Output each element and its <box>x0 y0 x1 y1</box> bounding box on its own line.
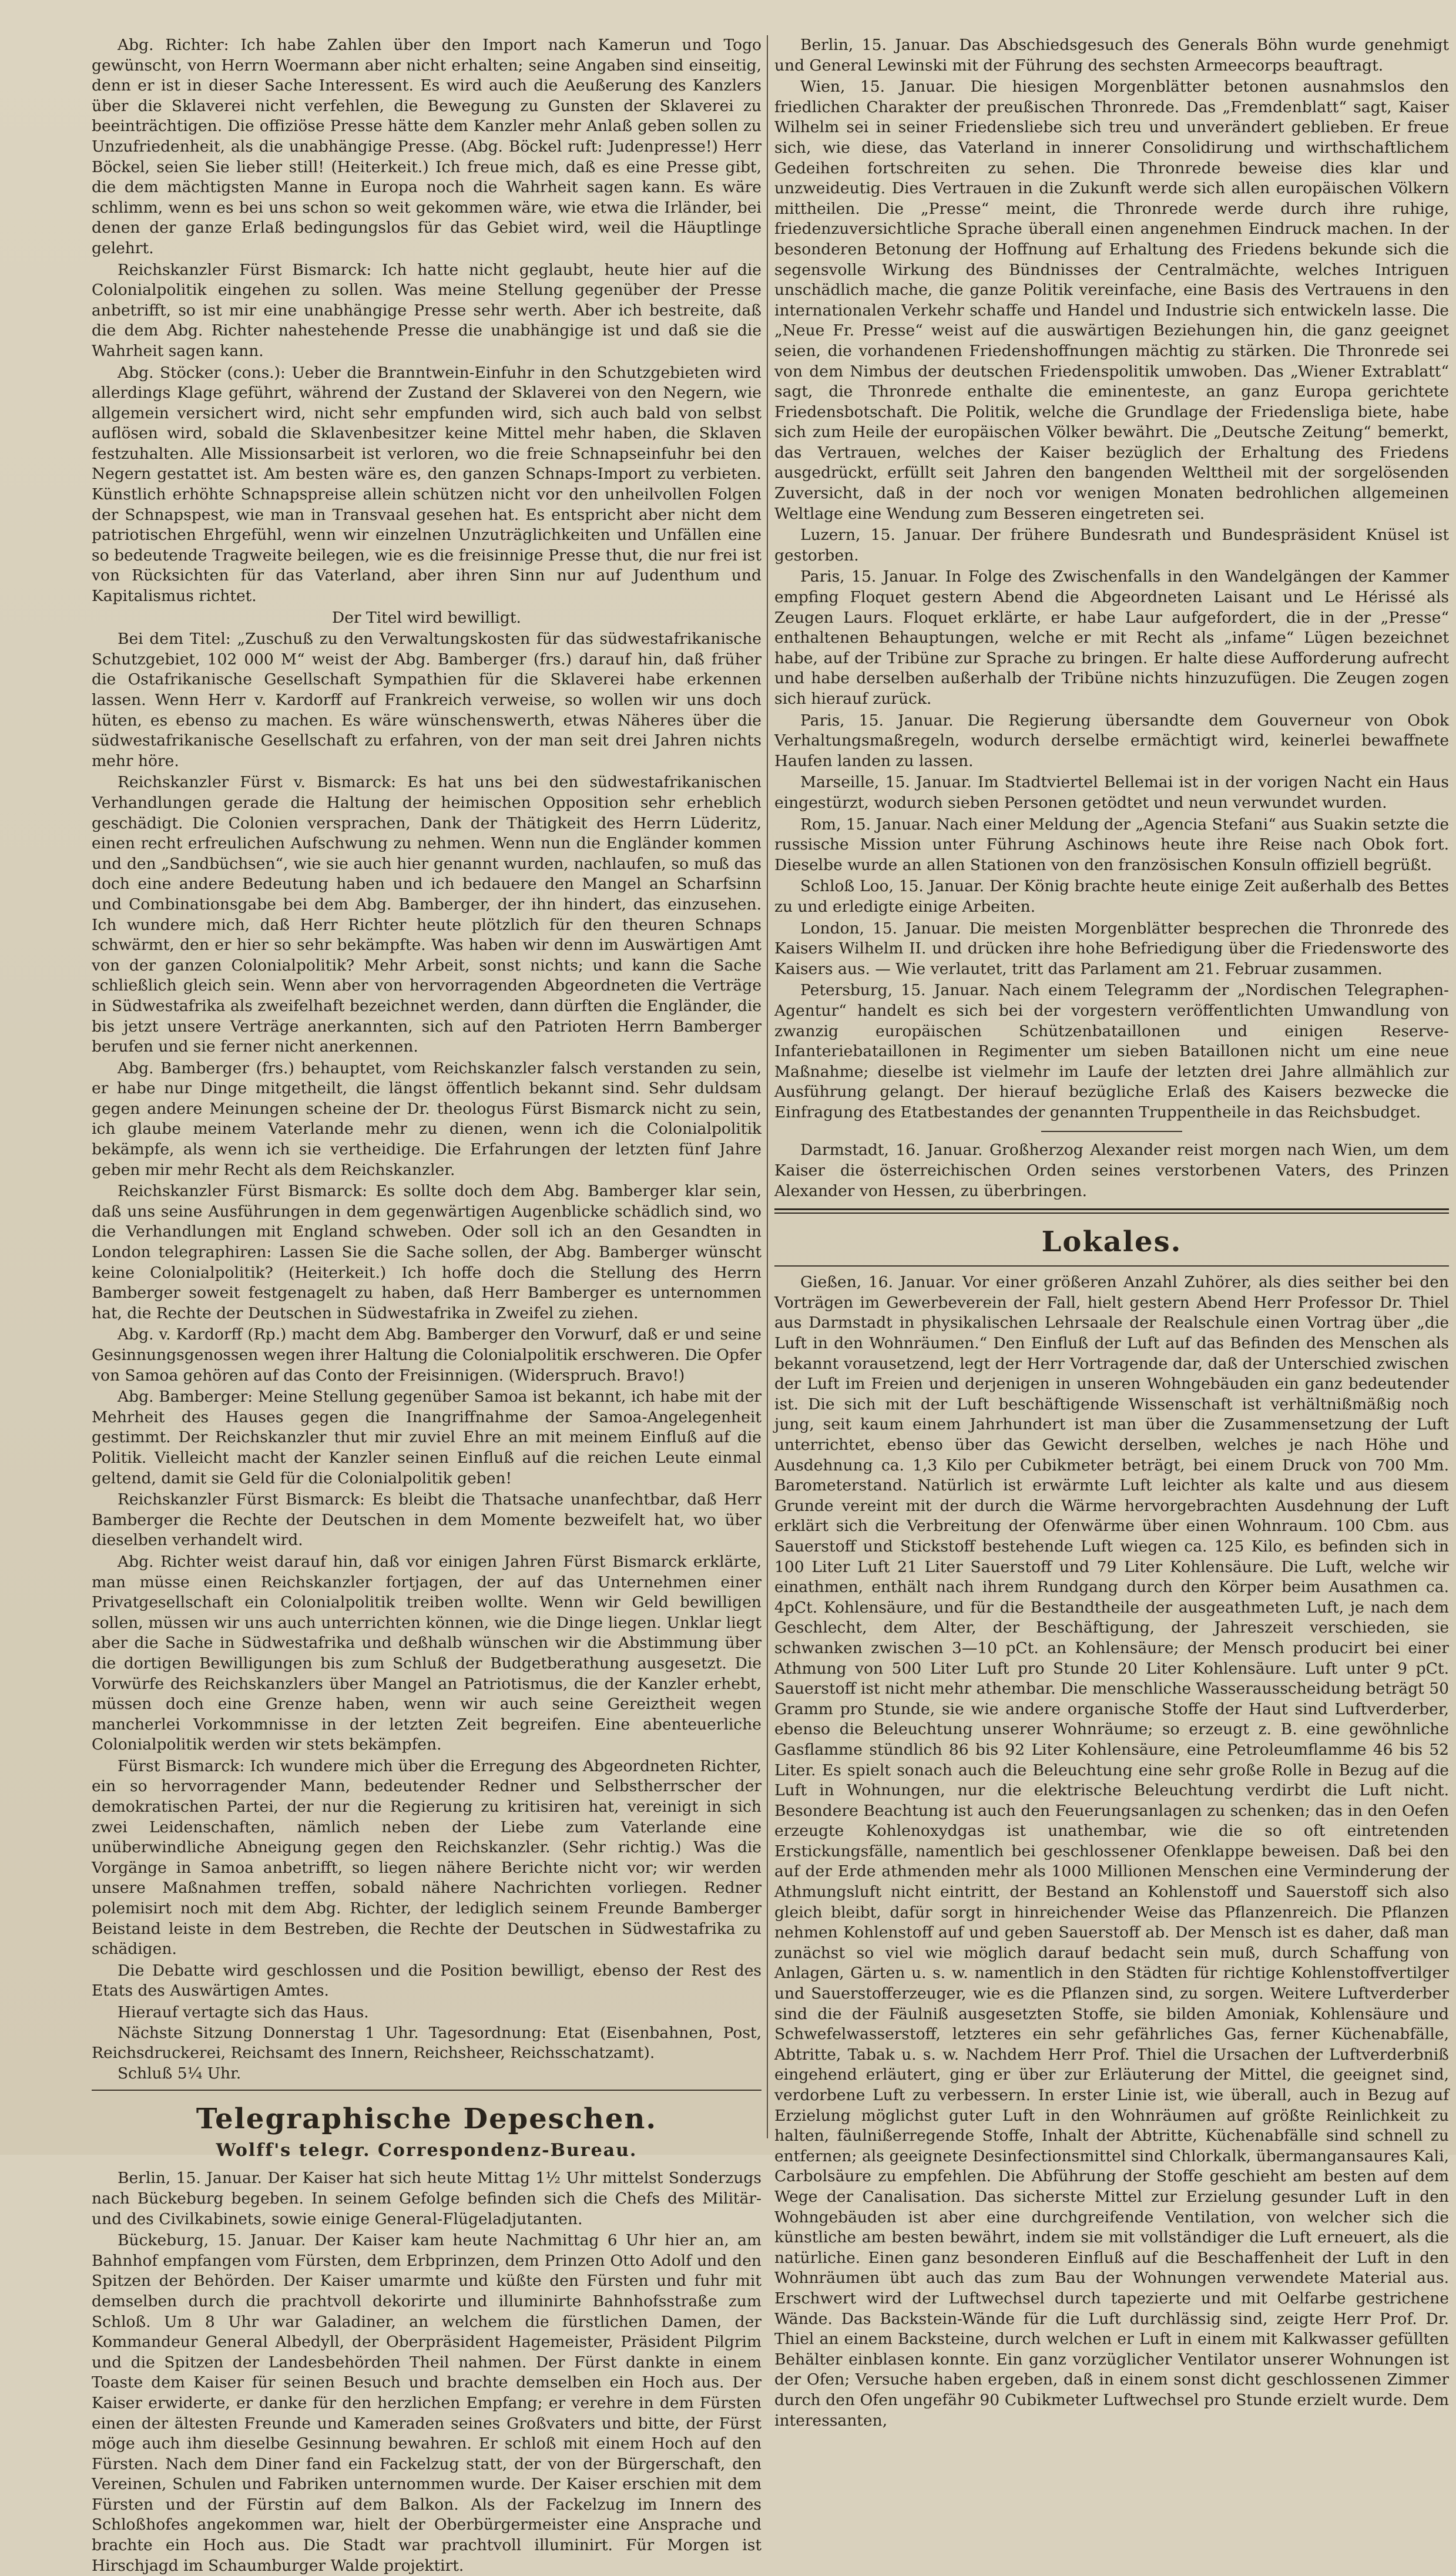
telegraph-item: Bückeburg, 15. Januar. Der Kaiser kam heute Nachmittag 6 Uhr hier an, am Bahnhof empfangen vom Fürsten, dem Erbprinzen, dem Prinzen Otto Adolf und den Spitzen der Behörden. Der Kaiser umarmte und küßte den Fürsten und fuhr mit demselben durch die prachtvoll dekorirte und illuminirte Bahnhofsstraße zum Schloß. Um 8 Uhr war Galadiner, an welchem die fürstlichen Damen, der Kommandeur General Albedyll, der Oberpräsident Hagemeister, Präsident Pilgrim und die Spitzen der Landesbehörden Theil nahmen. Der Fürst dankte in einem Toaste dem Kaiser für seinen Besuch und brachte demselben ein Hoch aus. Der Kaiser erwiderte, er danke für den herzlichen Empfang; er verehre in dem Fürsten einen der ältesten Freunde und Kameraden seines Großvaters und bitte, der Fürst möge auch ihm dieselbe Gesinnung bewahren. Er schloß mit einem Hoch auf den Fürsten. Nach dem Diner fand ein Fackelzug statt, der von der Bürgerschaft, den Vereinen, Schulen und Fabriken unternommen wurde. Der Kaiser erschien mit dem Fürsten und der Fürstin auf dem Balkon. Als der Fackelzug im Innern des Schloßhofes angekommen war, hielt der Oberbürgermeister eine Ansprache und brachte ein Hoch aus. Die Stadt war prachtvoll illuminirt. Für Morgen ist Hirschjagd im Schaumburger Walde projektirt. <box>92 2231 761 2575</box>
section-divider <box>774 1265 1449 1267</box>
telegraph-item: Darmstadt, 16. Januar. Großherzog Alexander reist morgen nach Wien, um dem Kaiser die österreichischen Orden seines verstorbenen Vaters, des Prinzen Alexander von Hessen, zu überbringen. <box>774 1141 1449 1200</box>
article-paragraph: Schluß 5¼ Uhr. <box>118 2064 241 2083</box>
lokales-paragraph: Gießen, 16. Januar. Vor einer größeren Anzahl Zuhörer, als dies seither bei den Vorträgen im Gewerbeverein der Fall, hielt gestern Abend Herr Professor Dr. Thiel aus Darmstadt in physikalischen Lehrsaale der Realschule einen Vortrag über „die Luft in den Wohnräumen.“ Den Einfluß der Luft auf das Befinden des Menschen als bekannt vorausetzend, legt der Herr Vortragende dar, daß der Unterschied zwischen der Luft im Freien und derjenigen in unseren Wohngebäuden ein ganz bedeutender ist. Die sich mit der Luft beschäftigende Wissenschaft ist verhältnißmäßig noch jung, seit kaum einem Jahrhundert ist man über die Zusammensetzung der Luft unterrichtet, ebenso über das Gewicht derselben, welches je nach Höhe und Ausdehnung ca. 1,3 Kilo per Cubikmeter beträgt, bei einem Druck von 700 Mm. Barometerstand. Natürlich ist erwärmte Luft leichter als kalte und aus diesem Grunde vereint mit der durch die Wärme hervorgebrachten Ausdehnung der Luft erklärt sich die Verbreitung der Ofenwärme über einen Wohnraum. 100 Cbm. aus Sauerstoff und Stickstoff bestehende Luft wiegen ca. 125 Kilo, es befinden sich in 100 Liter Luft 21 Liter Sauerstoff und 79 Liter Kohlensäure. Die Luft, welche wir einathmen, enthält nach ihrem Rundgang durch den Körper beim Ausathmen ca. 4pCt. Kohlensäure, und für die Bestandtheile der ausgeathmeten Luft, je nach dem Geschlecht, dem Alter, der Beschäftigung, der Jahreszeit verschieden, sie schwanken zwischen 3—10 pCt. an Kohlensäure; der Mensch producirt bei einer Athmung von 500 Liter Luft pro Stunde 20 Liter Kohlensäure. Luft unter 9 pCt. Sauerstoff ist nicht mehr athembar. Die menschliche Wasserausscheidung beträgt 50 Gramm pro Stunde, sie wie andere organische Stoffe der Haut sind Luftverderber, ebenso die Beleuchtung unserer Wohnräume; so erzeugt z. B. eine gewöhnliche Gasflamme stündlich 86 bis 92 Liter Kohlensäure, eine Petroleumflamme 46 bis 52 Liter. Es spielt sonach auch die Beleuchtung eine sehr große Rolle in Bezug auf die Luft in Wohnungen, nur die elektrische Beleuchtung verdirbt die Luft nicht. Besondere Beachtung ist auch den Feuerungsanlagen zu schenken; das in den Oefen erzeugte Kohlenoxydgas ist unathembar, wie die so oft eintretenden Erstickungsfälle, namentlich bei geschlossener Ofenklappe beweisen. Daß bei den auf der Erde athmenden mehr als 1000 Millionen Menschen eine Verminderung der Athmungsluft nicht eintritt, der Bestand an Kohlenstoff und Sauerstoff sich also gleich bleibt, dafür sorgt in hinreichender Weise das Pflanzenreich. Die Pflanzen nehmen Kohlenstoff auf und geben Sauerstoff ab. Der Mensch ist es daher, daß man zunächst so viel wie möglich darauf bedacht sein muß, durch Schaffung von Anlagen, Gärten u. s. w. namentlich in den Städten für richtige Kohlenstoffvertilger und Sauerstofferzeuger, wie es die Pflanzen sind, zu sorgen. Weitere Luftverderber sind die der Fäulniß ausgesetzten Stoffe, sie bilden Amoniak, Kohlensäure und Schwefelwasserstoff, letzteres ein sehr gefährliches Gas, ferner Küchenabfälle, Abtritte, Tabak u. s. w. Nachdem Herr Prof. Thiel die Ursachen der Luftverderbniß eingehend erläutert, ging er über zur Erläuterung der Mittel, die geeignet sind, verdorbene Luft zu verbessern. In erster Linie ist, wie überall, auch in Bezug auf Erzielung möglichst guter Luft in den Wohnräumen auf größte Reinlichkeit zu halten, fäulnißerregende Stoffe, Inhalt der Abtritte, Küchenabfälle sind schnell zu entfernen; als geeignete Desinfectionsmittel sind Chlorkalk, übermangansaures Kali, Carbolsäure zu empfehlen. Die Abführung der Stoffe geschieht am besten auf dem Wege der Canalisation. Das sicherste Mittel zur Erzielung gesunder Luft in den Wohngebäuden ist aber eine durchgreifende Ventilation, von welcher sich die künstliche am besten bewährt, indem sie mit vollständiger die Luft erneuert, als die natürliche. Einen ganz besonderen Einfluß auf die Beschaffenheit der Luft in den Wohnräumen übt auch das zum Bau der Wohnungen verwendete Material aus. Erschwert wird der Luftwechsel durch tapezierte und mit Oelfarbe gestrichene Wände. Das Backstein-Wände für die Luft durchlässig sind, zeigte Herr Prof. Dr. Thiel an einem Backsteine, durch welchen er Luft in einem mit Kalkwasser gefüllten Behälter einblasen konnte. Ein ganz vorzüglicher Ventilator unserer Wohnungen ist der Ofen; Versuche haben ergeben, daß in einem sonst dicht geschlossenen Zimmer durch den Ofen ungefähr 90 Cubikmeter Luftwechsel pro Stunde erzielt wurde. Dem interessanten, <box>774 1273 1449 2430</box>
telegraph-item: Paris, 15. Januar. In Folge des Zwischenfalls in den Wandelgängen der Kammer empfing Floquet gestern Abend die Abgeordneten Laisant und Le Hérissé als Zeugen Laurs. Floquet erklärte, er habe Laur aufgefordert, die in der „Presse“ enthaltenen Behauptungen, welche er mit Recht als „infame“ Lügen bezeichnet habe, auf der Tribüne zur Sprache zu bringen. Er halte diese Aufforderung aufrecht und habe derselben außerhalb der Tribüne nichts hinzuzufügen. Die Zeugen zogen sich hierauf zurück. <box>774 567 1449 708</box>
article-paragraph: Reichskanzler Fürst Bismarck: Es sollte doch dem Abg. Bamberger klar sein, daß uns seine Ausführungen in dem gegenwärtigen Augenblicke schädlich sind, wo die Verhandlungen mit England schweben. Oder soll ich an den Gesandten in London telegraphiren: Lassen Sie die Sache sollen, der Abg. Bamberger wünscht keine Colonialpolitik? (Heiterkeit.) Ich hoffe doch die Stellung des Herrn Bamberger soweit festgenagelt zu haben, daß Herr Bamberger es unternommen hat, die Rechte der Deutschen in Südwestafrika in Zweifel zu ziehen. <box>92 1182 761 1322</box>
telegraph-subheading: Wolff's telegr. Correspondenz-Bureau. <box>216 2140 638 2161</box>
telegraph-item: Schloß Loo, 15. Januar. Der König brachte heute einige Zeit außerhalb des Bettes zu und erledigte einige Arbeiten. <box>774 877 1449 916</box>
telegraph-item: Berlin, 15. Januar. Das Abschiedsgesuch des Generals Böhn wurde genehmigt und General Lewinski mit der Führung des sechsten Armeecorps beauftragt. <box>774 36 1449 75</box>
item-divider <box>1041 1131 1182 1132</box>
section-divider <box>92 2090 761 2091</box>
telegraph-item: Marseille, 15. Januar. Im Stadtviertel Bellemai ist in der vorigen Nacht ein Haus eingestürzt, wodurch sieben Personen getödtet und neun verwundet wurden. <box>774 773 1449 812</box>
article-paragraph: Abg. Richter: Ich habe Zahlen über den Import nach Kamerun und Togo gewünscht, von Herrn Woermann aber nicht erhalten; seine Angaben sind einseitig, denn er ist in dieser Sache Interessent. Es wird auch die Aeußerung des Kanzlers über die Sklaverei nicht verfehlen, die Bewegung zu Gunsten der Sklaverei zu beeinträchtigen. Die offiziöse Presse hätte dem Kanzler mehr Anlaß geben sollen zu Unzufriedenheit, als die unabhängige Presse. (Abg. Böckel ruft: Judenpresse!) Herr Böckel, seien Sie lieber still! (Heiterkeit.) Ich freue mich, daß es eine Presse gibt, die dem mächtigsten Manne in Europa noch die Wahrheit sagen kann. Es wäre schlimm, wenn es bei uns schon so weit gekommen wäre, wie etwa die Irländer, bei denen der ganze Erlaß bedingungslos für das Gebiet wird, weil die Häuptlinge gelehrt. <box>92 36 761 257</box>
article-paragraph: Abg. Richter weist darauf hin, daß vor einigen Jahren Fürst Bismarck erklärte, man müsse einen Reichskanzler fortjagen, der auf das Unternehmen einer Privatgesellschaft ein Colonialpolitik treiben wollte. Wenn wir Geld bewilligen sollen, müssen wir uns auch unterrichten können, wie die Dinge liegen. Unklar liegt aber die Sache in Südwestafrika und deßhalb wünschen wir die Abstimmung über die dortigen Bewilligungen bis zum Schluß der Budgetberathung ausgesetzt. Die Vorwürfe des Reichskanzlers über Mangel an Patriotismus, die der Kanzler erhebt, müssen doch eine Grenze haben, wenn wir auch seine Gereiztheit wegen mancherlei Vorkommnisse in der letzten Zeit begreifen. Eine abenteuerliche Colonialpolitik werden wir stets bekämpfen. <box>92 1552 761 1754</box>
article-paragraph: Reichskanzler Fürst Bismarck: Es bleibt die Thatsache unanfechtbar, daß Herr Bamberger die Rechte der Deutschen in dem Momente bezweifelt hat, wo über dieselben verhandelt wird. <box>92 1490 761 1550</box>
article-paragraph: Fürst Bismarck: Ich wundere mich über die Erregung des Abgeordneten Richter, ein so hervorragender Mann, bedeutender Redner und Selbstherrscher der demokratischen Partei, der nur die Regierung zu kritisiren hat, vereinigt in sich zwei Leidenschaften, nämlich neben der Liebe zum Vaterlande eine unüberwindliche Abneigung gegen den Reichskanzler. (Sehr richtig.) Was die Vorgänge in Samoa anbetrifft, so liegen nähere Berichte nicht vor; wir werden unsere Maßnahmen treffen, sobald nähere Nachrichten vorliegen. Redner polemisirt noch mit dem Abg. Richter, der lediglich seinem Freunde Bamberger Beistand leiste in dem Bestreben, die Rechte der Deutschen in Südwestafrika zu schädigen. <box>92 1756 761 1959</box>
telegraph-item: Berlin, 15. Januar. Der Kaiser hat sich heute Mittag 1½ Uhr mittelst Sonderzugs nach Bückeburg begeben. In seinem Gefolge befinden sich die Chefs des Militär- und des Civilkabinets, sowie einige General-Flügeladjutanten. <box>92 2169 761 2228</box>
article-paragraph: Abg. Bamberger (frs.) behauptet, vom Reichskanzler falsch verstanden zu sein, er habe nur Dinge mitgetheilt, die längst öffentlich bekannt sind. Sehr duldsam gegen andere Meinungen scheine der Dr. theologus Fürst Bismarck nicht zu sein, ich glaube meinem Vaterlande mehr zu dienen, wenn ich die Colonialpolitik bekämpfe, als wenn ich sie vertheidige. Die Erfahrungen der letzten fünf Jahre geben mir mehr Recht als dem Reichskanzler. <box>92 1059 761 1179</box>
article-paragraph: Der Titel wird bewilligt. <box>332 608 521 627</box>
article-paragraph: Hierauf vertagte sich das Haus. <box>118 2003 369 2021</box>
telegraph-heading: Telegraphische Depeschen. <box>196 2103 657 2136</box>
telegraph-item: Petersburg, 15. Januar. Nach einem Telegramm der „Nordischen Telegraphen-Agentur“ handelt es sich bei der vorgestern veröffentlichten Umwandlung von zwanzig europäischen Schützenbataillonen und einigen Reserve-Infanteriebataillonen in Regimenter um sieben Bataillonen nicht um eine neue Maßnahme; dieselbe ist vielmehr im Laufe der letzten drei Jahre allmählich zur Ausführung gelangt. Der hierauf bezügliche Erlaß des Kaisers bezwecke die Einfragung des Etatbestandes der genannten Truppentheile in das Reichsbudget. <box>774 981 1449 1121</box>
article-paragraph: Reichskanzler Fürst Bismarck: Ich hatte nicht geglaubt, heute hier auf die Colonialpolitik eingehen zu sollen. Was meine Stellung gegenüber der Presse anbetrifft, so ist mir eine unabhängige Presse sehr werth. Aber ich bestreite, daß die dem Abg. Richter nahestehende Presse die unabhängige ist und daß sie die Wahrheit sagen kann. <box>92 260 761 360</box>
article-paragraph: Abg. v. Kardorff (Rp.) macht dem Abg. Bamberger den Vorwurf, daß er und seine Gesinnungsgenossen wegen ihrer Haltung die Colonialpolitik erschweren. Die Opfer von Samoa gehören auf das Conto der Freisinnigen. (Widerspruch. Bravo!) <box>92 1325 761 1385</box>
article-paragraph: Abg. Bamberger: Meine Stellung gegenüber Samoa ist bekannt, ich habe mit der Mehrheit des Hauses gegen die Inangriffnahme der Samoa-Angelegenheit gestimmt. Der Reichskanzler thut mir zuviel Ehre an mit meinem Einfluß auf die Politik. Vielleicht macht der Kanzler seinen Einfluß auf die reichen Leute einmal geltend, damit sie Geld für die Colonialpolitik geben! <box>92 1388 761 1487</box>
telegraph-item: Paris, 15. Januar. Die Regierung übersandte dem Gouverneur von Obok Verhaltungsmaßregeln, wodurch derselbe ermächtigt wird, keinerlei bewaffnete Haufen landen zu lassen. <box>774 711 1449 770</box>
telegraph-item: London, 15. Januar. Die meisten Morgenblätter besprechen die Thronrede des Kaisers Wilhelm II. und drücken ihre hohe Befriedigung über die Friedensworte des Kaisers aus. — Wie verlautet, tritt das Parlament am 21. Februar zusammen. <box>774 919 1449 978</box>
right-column <box>774 35 1449 2430</box>
column-divider <box>767 35 768 2138</box>
article-paragraph: Reichskanzler Fürst v. Bismarck: Es hat uns bei den südwestafrikanischen Verhandlungen gerade die Haltung der heimischen Opposition sehr erheblich geschädigt. Die Colonien versprachen, Dank der Thätigkeit des Herrn Lüderitz, einen recht erfreulichen Aufschwung zu nehmen. Wenn nun die Engländer kommen und den „Sandbüchsen“, wie sie auch hier genannt wurden, nachlaufen, so muß das doch eine andere Bedeutung haben und ich bedauere den Mangel an Scharfsinn und Combinationsgabe bei dem Abg. Bamberger, der ihn hindert, das einzusehen. Ich wundere mich, daß Herr Richter heute plötzlich für den theuren Schnaps schwärmt, den er hier so sehr bekämpfte. Was haben wir denn im Auswärtigen Amt von der ganzen Colonialpolitik? Mehr Arbeit, sonst nichts; und kann die Sache schließlich gleich sein. Wenn aber von hervorragenden Abgeordneten die Verträge in Südwestafrika als zweifelhaft bezeichnet werden, dann dürften die Engländer, die bis jetzt unsere Verträge anerkannten, sich auf den Patrioten Herrn Bamberger berufen und sie ferner nicht anerkennen. <box>92 773 761 1056</box>
section-divider <box>774 1208 1449 1214</box>
article-paragraph: Bei dem Titel: „Zuschuß zu den Verwaltungskosten für das südwestafrikanische Schutzgebiet, 102 000 M“ weist der Abg. Bamberger (frs.) darauf hin, daß früher die Ostafrikanische Gesellschaft Sympathien für die Sklaverei habe erkennen lassen. Wenn Herr v. Kardorff auf Frankreich verweise, so wollen wir uns doch hüten, es ebenso zu machen. Es wäre wünschenswerth, etwas Näheres über die südwestafrikanische Gesellschaft zu erfahren, von der man seit drei Jahren nichts mehr höre. <box>92 630 761 770</box>
lokales-heading: Lokales. <box>1041 1225 1182 1259</box>
telegraph-item: Wien, 15. Januar. Die hiesigen Morgenblätter betonen ausnahmslos den friedlichen Charakter der preußischen Thronrede. Das „Fremdenblatt“ sagt, Kaiser Wilhelm sei in seiner Friedensliebe sich treu und unverändert geblieben. Er freue sich, wie diese, das Vaterland in innerer Consolidirung und wirthschaftlichem Gedeihen fortschreiten zu sehen. Die Thronrede beweise dies klar und unzweideutig. Dies Vertrauen in die Zukunft werde sich allen europäischen Völkern mittheilen. Die „Presse“ meint, die Thronrede werde durch ihre ruhige, friedenzuversichtliche Sprache überall einen angenehmen Eindruck machen. In der besonderen Betonung der Hoffnung auf Erhaltung des Friedens bekunde sich die segensvolle Wirkung des Bündnisses der Centralmächte, welches Intriguen unschädlich mache, die ganze Politik vereinfache, eine Basis des Vertrauens in den internationalen Verkehr schaffe und Handel und Industrie sich entwickeln lasse. Die „Neue Fr. Presse“ weist auf die auswärtigen Beziehungen hin, die ganz geeignet seien, die vorhandenen Friedenshoffnungen mächtig zu stärken. Die Thronrede sei von dem Nimbus der deutschen Friedenspolitik umwoben. Das „Wiener Extrablatt“ sagt, die Thronrede enthalte die eminenteste, an ganz Europa gerichtete Friedensbotschaft. Die Politik, welche die Grundlage der Friedensliga biete, habe sich zum Heile der europäischen Völker bewährt. Die „Deutsche Zeitung“ bemerkt, das Vertrauen, welches der Kaiser bezüglich der Erhaltung des Friedens ausgedrückt, erfüllt seit Jahren den bangenden Welttheil mit der sorgelösenden Zuversicht, daß in der noch vor wenigen Monaten bedrohlichen allgemeinen Weltlage eine Wendung zum Besseren eingetreten sei. <box>774 78 1449 523</box>
article-paragraph: Nächste Sitzung Donnerstag 1 Uhr. Tagesordnung: Etat (Eisenbahnen, Post, Reichsdruckerei, Reichsamt des Innern, Reichsheer, Reichsschatzamt). <box>92 2023 761 2063</box>
telegraph-item: Luzern, 15. Januar. Der frühere Bundesrath und Bundespräsident Knüsel ist gestorben. <box>774 526 1449 565</box>
article-paragraph: Die Debatte wird geschlossen und die Position bewilligt, ebenso der Rest des Etats des Auswärtigen Amtes. <box>92 1961 761 2000</box>
telegraph-item: Rom, 15. Januar. Nach einer Meldung der „Agencia Stefani“ aus Suakin setzte die russische Mission unter Führung Aschinows heute ihre Reise nach Obok fort. Dieselbe wurde an allen Stationen von den französischen Konsuln offiziell begrüßt. <box>774 815 1449 874</box>
article-paragraph: Abg. Stöcker (cons.): Ueber die Branntwein-Einfuhr in den Schutzgebieten wird allerdings Klage geführt, während der Zustand der Sklaverei von den Negern, wie allgemein versichert wird, nicht sehr empfunden wird, sich auch bald von selbst auflösen wird, sobald die Sklavenbesitzer keine Mittel mehr haben, die Sklaven festzuhalten. Alle Missionsarbeit ist verloren, wo die freie Schnapseinfuhr bei den Negern gestattet ist. Am besten wäre es, den ganzen Schnaps-Import zu verbieten. Künstlich erhöhte Schnapspreise allein schützen nicht vor den unheilvollen Folgen der Schnapspest, wie man in Transvaal gesehen hat. Es entspricht aber nicht dem patriotischen Ehrgefühl, wenn wir einzelnen Unzuträglichkeiten und Unfällen eine so bedeutende Tragweite beilegen, wie es die freisinnige Presse thut, die nur frei ist von Rücksichten für das Vaterland, aber ihren Sinn nur auf Judenthum und Kapitalismus richtet. <box>92 363 761 606</box>
left-column <box>92 35 761 2575</box>
